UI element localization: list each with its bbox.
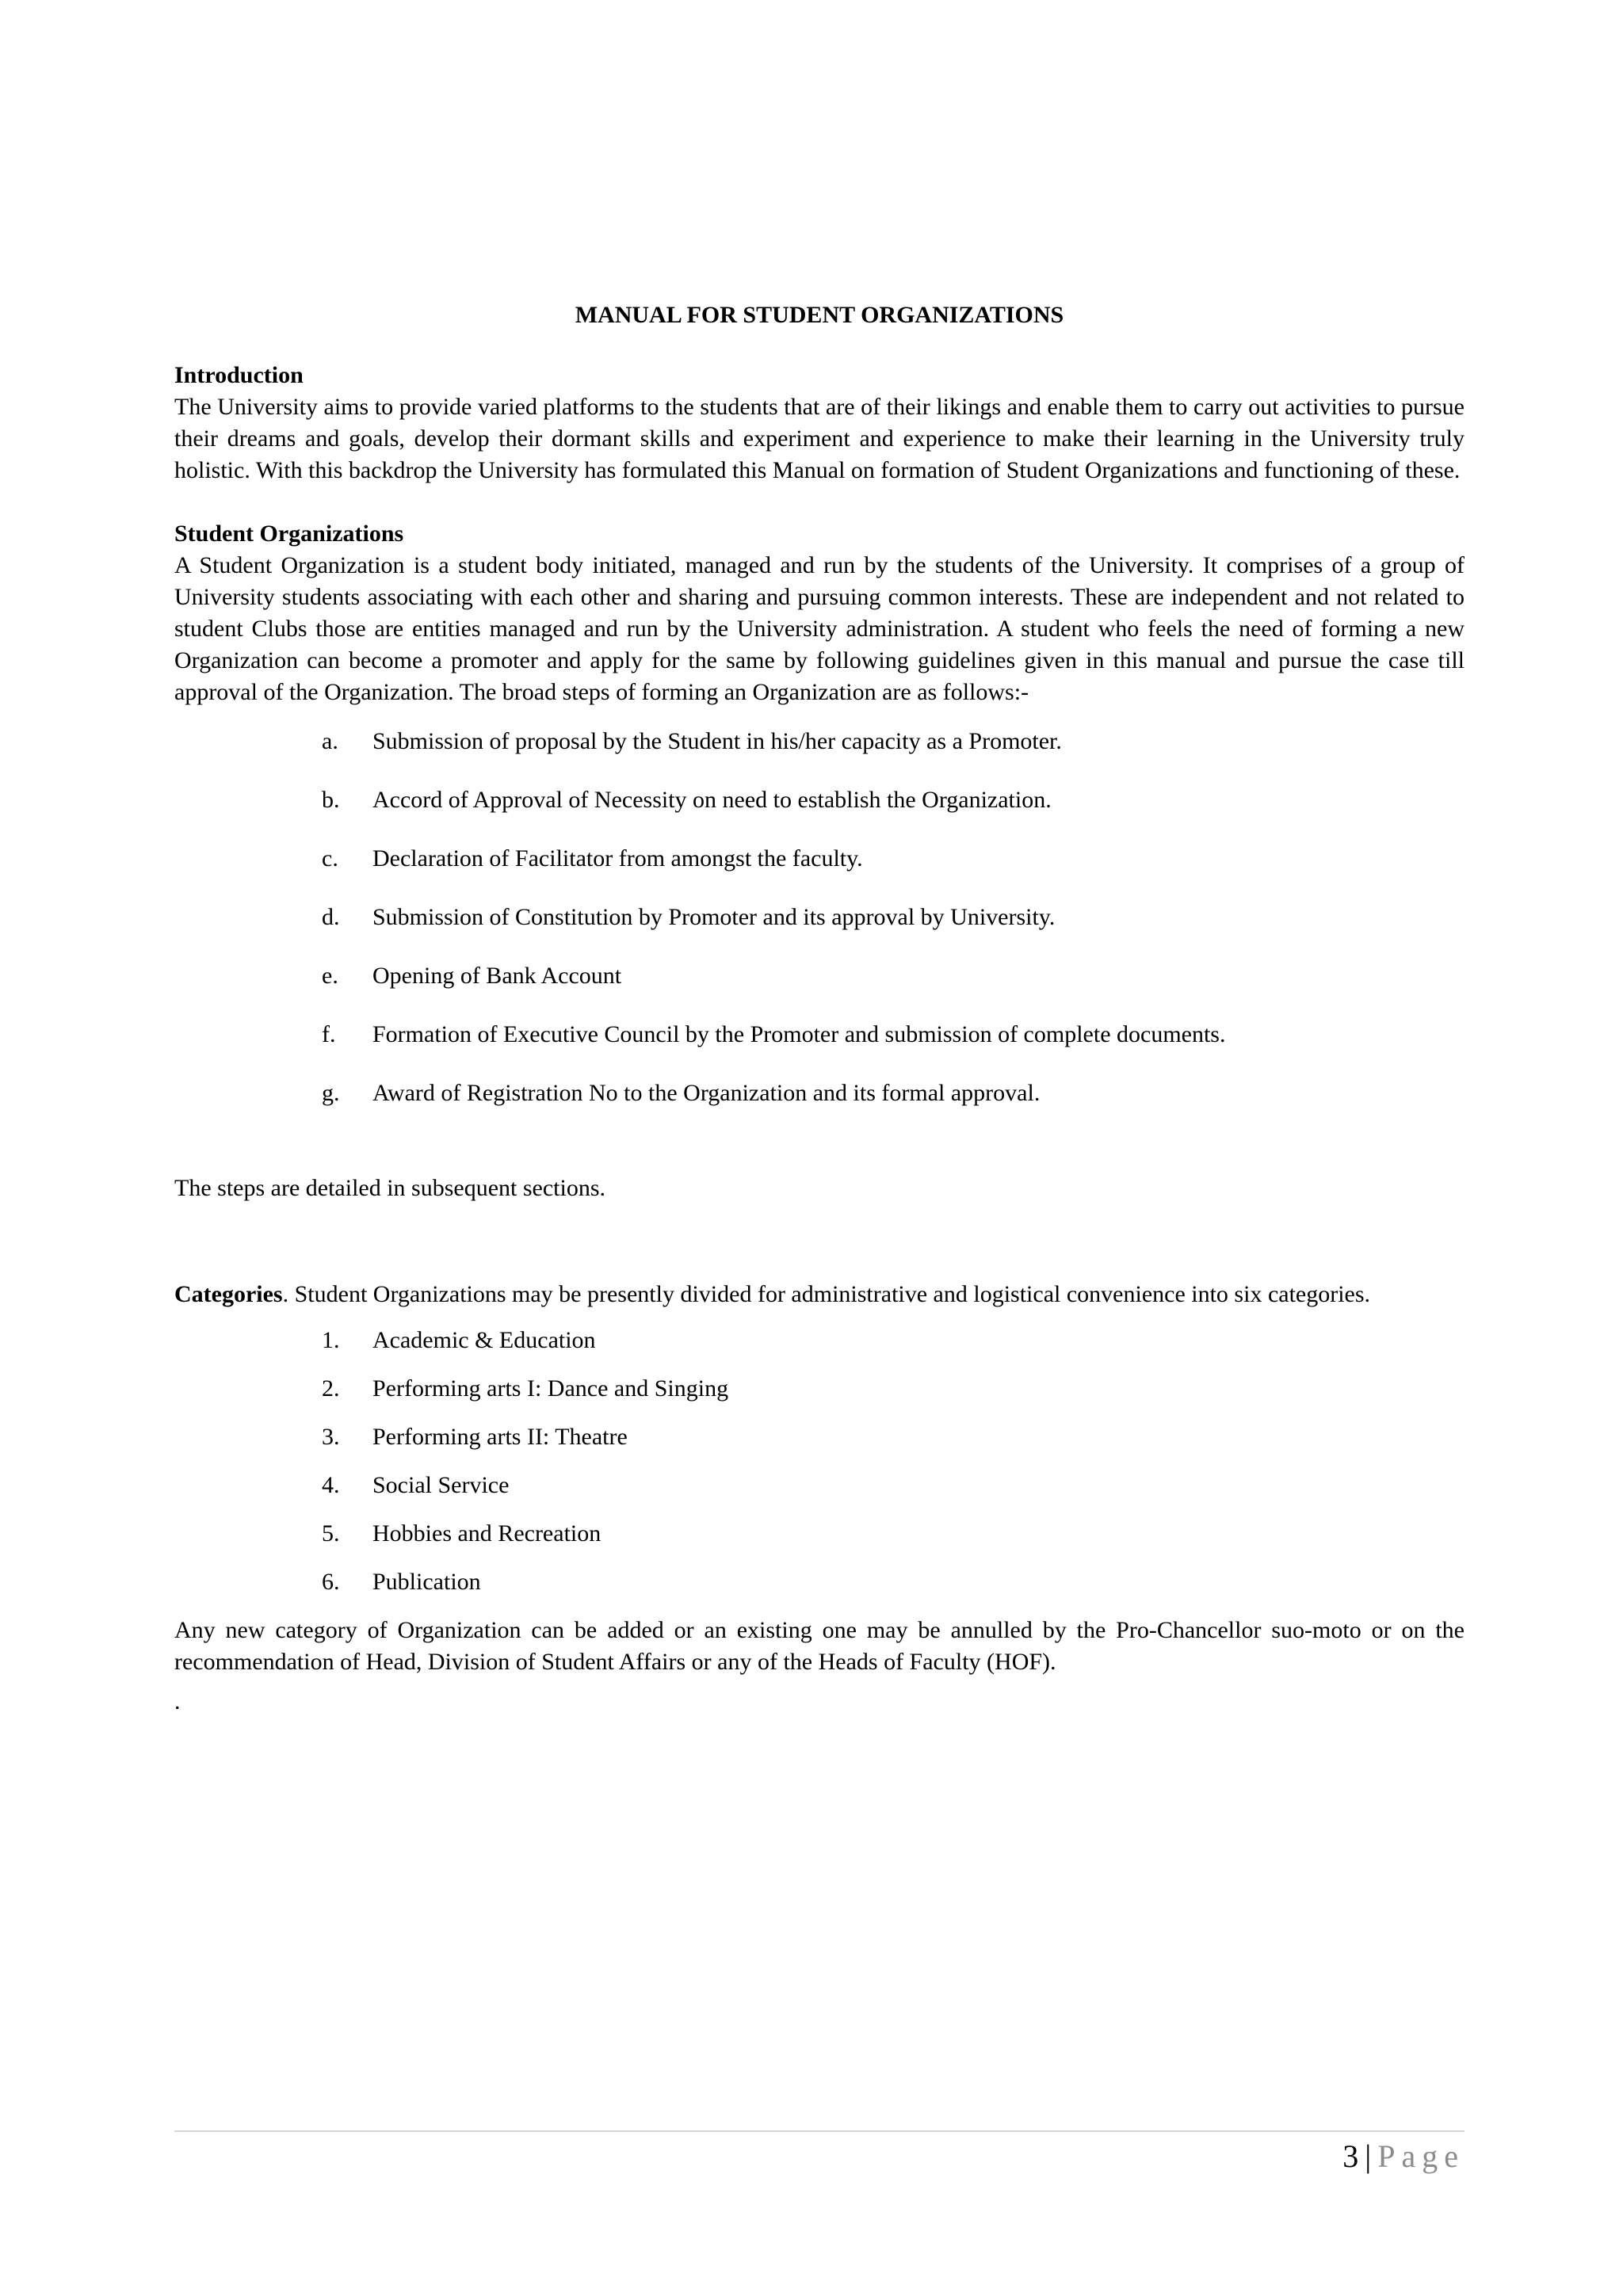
- list-marker: d.: [322, 904, 340, 930]
- introduction-paragraph: The University aims to provide varied platforms to the students that are of their likings and enable them to carry out activities to pursue their dreams and goals, develop their dormant skills and experiment and experience to make their learning in the University truly holistic. With this backdrop the University has formulated this Manual on formation of Student Organizations and functioning of these.: [174, 394, 1465, 483]
- list-marker: c.: [322, 845, 338, 871]
- list-item-text: Performing arts I: Dance and Singing: [372, 1375, 729, 1402]
- student-organizations-paragraph: A Student Organization is a student body initiated, managed and run by the students of the University. It comprises of a group of University students associating with each other and sharing and pursuing common interests. These are independent and not related to student Clubs those are entities managed and run by the University administration. A student who feels the need of forming a new Organization can become a promoter and apply for the same by following guidelines given in this manual and pursue the case till approval of the Organization. The broad steps of forming an Organization are as follows:-: [174, 552, 1465, 705]
- list-item-text: Academic & Education: [372, 1327, 596, 1353]
- categories-list: [174, 1325, 1465, 1598]
- list-item-text: Submission of Constitution by Promoter and its approval by University.: [372, 904, 1056, 930]
- list-item-text: Declaration of Facilitator from amongst the faculty.: [372, 845, 863, 871]
- steps-note: The steps are detailed in subsequent sections.: [174, 1175, 606, 1201]
- list-item-text: Publication: [372, 1569, 481, 1595]
- list-marker: 3.: [322, 1424, 340, 1450]
- list-marker: f.: [322, 1021, 336, 1047]
- section-spacer: [174, 486, 1465, 518]
- introduction-heading: Introduction: [174, 362, 304, 388]
- list-marker: b.: [322, 787, 340, 813]
- list-item: [322, 843, 1465, 875]
- list-marker: a.: [322, 728, 338, 754]
- list-marker: g.: [322, 1080, 340, 1106]
- list-marker: 1.: [322, 1327, 340, 1353]
- list-marker: 2.: [322, 1375, 340, 1402]
- list-item: [322, 784, 1465, 816]
- list-marker: 6.: [322, 1569, 340, 1595]
- list-item: [322, 1373, 1465, 1405]
- list-item: [322, 1325, 1465, 1356]
- list-marker: e.: [322, 963, 338, 989]
- categories-heading: Categories: [174, 1281, 283, 1307]
- student-organizations-heading: Student Organizations: [174, 521, 404, 547]
- list-item: [322, 1421, 1465, 1453]
- trailing-dot: .: [174, 1688, 181, 1714]
- footer-separator: |: [1365, 2138, 1372, 2174]
- list-item-text: Accord of Approval of Necessity on need to establish the Organization.: [372, 787, 1052, 813]
- list-item: [322, 726, 1465, 757]
- list-item: [322, 1566, 1465, 1598]
- categories-paragraph: [174, 1279, 1465, 1310]
- footer-divider: [174, 2130, 1465, 2132]
- page-number: 3: [1342, 2138, 1359, 2174]
- list-item-text: Social Service: [372, 1472, 510, 1498]
- list-item-text: Submission of proposal by the Student in his/her capacity as a Promoter.: [372, 728, 1062, 754]
- list-item-text: Performing arts II: Theatre: [372, 1424, 628, 1450]
- list-item-text: Formation of Executive Council by the Promoter and submission of complete documents.: [372, 1021, 1226, 1047]
- list-item: [322, 960, 1465, 992]
- list-item: [322, 902, 1465, 933]
- list-marker: 4.: [322, 1472, 340, 1498]
- list-marker: 5.: [322, 1520, 340, 1547]
- list-item-text: Award of Registration No to the Organization and its formal approval.: [372, 1080, 1041, 1106]
- document-title: MANUAL FOR STUDENT ORGANIZATIONS: [575, 302, 1064, 328]
- list-item-text: Hobbies and Recreation: [372, 1520, 601, 1547]
- categories-closing-paragraph: Any new category of Organization can be added or an existing one may be annulled by the Pro-Chancellor suo-moto or on the recommendation of Head, Division of Student Affairs or any of the Heads of Faculty (HOF).: [174, 1617, 1465, 1675]
- page-footer: [1342, 2136, 1465, 2177]
- document-page: [174, 299, 1465, 1718]
- page-label: Page: [1377, 2138, 1465, 2174]
- categories-intro-text: . Student Organizations may be presently divided for administrative and logistical convenience into six categories.: [282, 1281, 1371, 1307]
- list-item: [322, 1470, 1465, 1501]
- list-item-text: Opening of Bank Account: [372, 963, 622, 989]
- formation-steps-list: [174, 726, 1465, 1109]
- list-item: [322, 1518, 1465, 1550]
- list-item: [322, 1077, 1465, 1109]
- list-item: [322, 1019, 1465, 1051]
